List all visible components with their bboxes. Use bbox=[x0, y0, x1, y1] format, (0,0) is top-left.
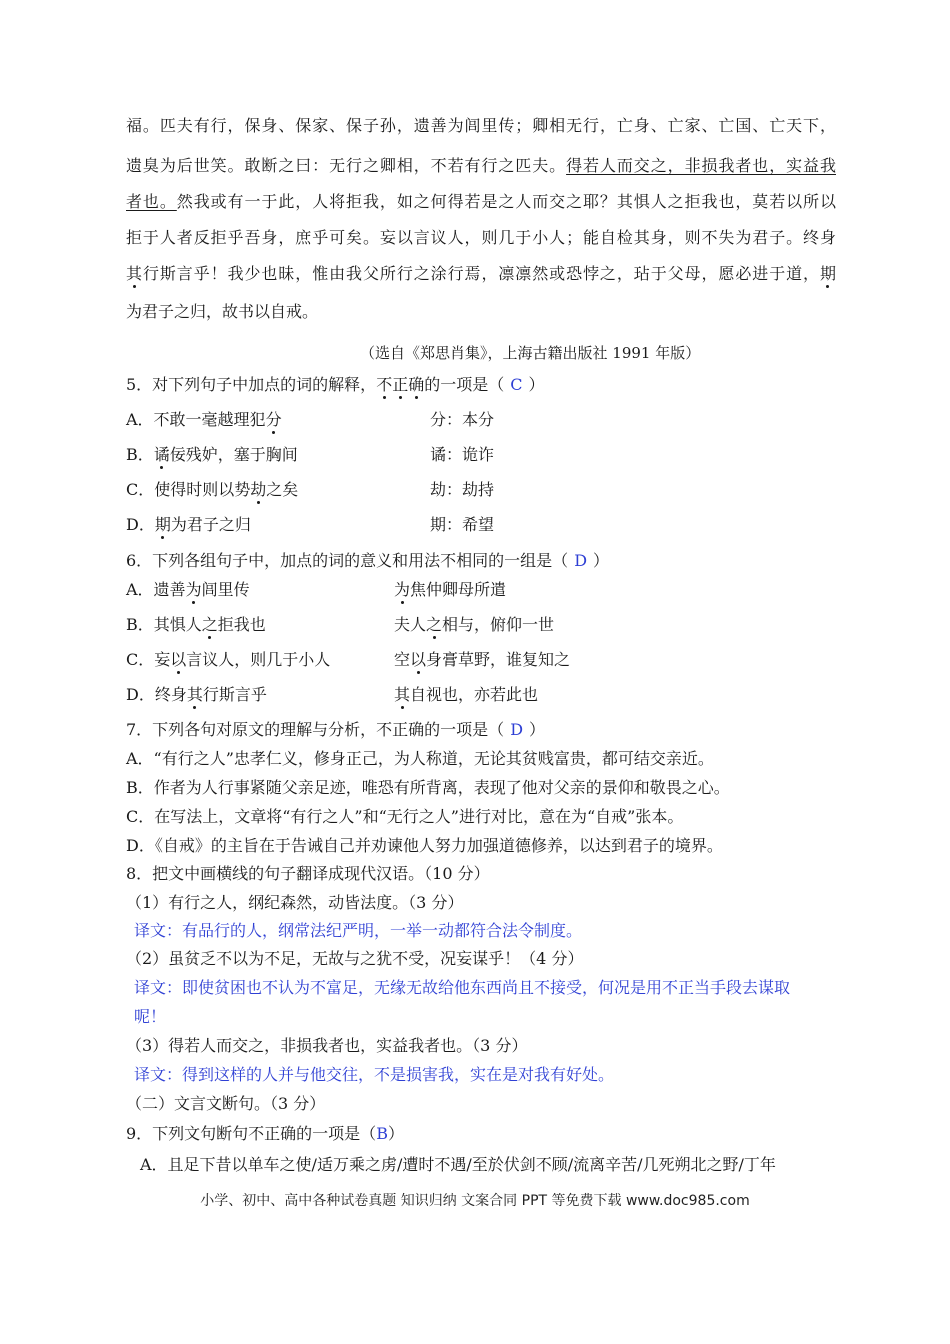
option-text: 相与，俯仰一世 bbox=[442, 615, 555, 634]
passage-line-2 bbox=[126, 150, 836, 182]
q5-stem-end: ） bbox=[528, 375, 545, 394]
q7-option-b: B．作者为人行事紧随父亲足迹，唯恐有所背离，表现了他对父亲的景仰和敬畏之心。 bbox=[126, 778, 730, 797]
dotted-char: 期 bbox=[819, 264, 836, 283]
dotted-char: 分 bbox=[265, 410, 282, 429]
option-text: 行斯言乎 bbox=[202, 685, 267, 704]
dotted-char: 为 bbox=[185, 580, 202, 599]
passage-text: 然我或有一于此，人将拒我，如之何得若是之人而交之耶？其惧人之拒我也，莫若以所以 bbox=[176, 192, 836, 211]
option-text: 言议人，则几于小人 bbox=[186, 650, 331, 669]
passage-line-3 bbox=[126, 186, 836, 218]
option-text: 佞残妒，塞于胸间 bbox=[169, 445, 298, 464]
option-gloss: 谲：诡诈 bbox=[430, 445, 495, 464]
q7-option-d: D．《自戒》的主旨在于告诫自己并劝谏他人努力加强道德修养，以达到君子的境界。 bbox=[126, 836, 723, 855]
q6-option-c-right bbox=[394, 647, 570, 670]
q8-translation-2-cont: 呢！ bbox=[134, 1007, 167, 1026]
dotted-char: 谲 bbox=[153, 445, 170, 464]
passage-line-1: 福。匹夫有行，保身、保家、保子孙，遗善为闾里传；卿相无行，亡身、亡家、亡国、亡天下， bbox=[126, 116, 836, 135]
dotted-char: 以 bbox=[170, 650, 187, 669]
option-text: 空 bbox=[394, 650, 411, 669]
q8-stem: 8．把文中画横线的句子翻译成现代汉语。（10 分） bbox=[126, 864, 490, 883]
underlined-sentence: 得若人而交之，非损我者也，实益我 bbox=[566, 156, 836, 175]
option-text: 为君子之归 bbox=[170, 515, 251, 534]
q6-stem-text: 6．下列各组句子中，加点的词的意义和用法不相同的一组是（ bbox=[126, 551, 569, 570]
q5-stem-text: 5．对下列句子中加点的词的解释， bbox=[126, 375, 377, 394]
option-text: 自视也，亦若此也 bbox=[410, 685, 539, 704]
q5-option-a bbox=[126, 407, 836, 430]
q5-option-c bbox=[126, 477, 836, 500]
q8-translation-2: 译文：即使贫困也不认为不富足，无缘无故给他东西尚且不接受，何况是用不正当手段去谋取 bbox=[134, 978, 791, 997]
option-text: 闾里传 bbox=[201, 580, 250, 599]
q5-option-b bbox=[126, 442, 836, 465]
dotted-char: 之 bbox=[426, 615, 443, 634]
passage-text: 行斯言乎！我少也昧，惟由我父所行之涂行焉，凛凛然或恐悖之，玷于父母，愿必进于道， bbox=[142, 264, 820, 283]
option-text: A．遗善 bbox=[126, 580, 186, 599]
q6-option-c bbox=[126, 647, 836, 670]
dotted-char: 正 bbox=[392, 375, 409, 394]
option-gloss: 分：本分 bbox=[430, 410, 495, 429]
q8-sentence-2: （2）虽贫乏不以为不足，无故与之犹不受，况妄谋乎！（4 分） bbox=[126, 949, 584, 968]
q6-option-a-right bbox=[394, 577, 506, 600]
q6-stem bbox=[126, 548, 609, 571]
q6-answer: D bbox=[574, 551, 588, 570]
option-text: B． bbox=[126, 445, 154, 464]
q7-stem bbox=[126, 717, 545, 740]
dotted-char: 不 bbox=[376, 375, 393, 394]
option-text: D．终身 bbox=[126, 685, 187, 704]
q7-option-c: C．在写法上，文章将“有行之人”和“无行之人”进行对比，意在为“自戒”张本。 bbox=[126, 807, 684, 826]
q9-option-a: A．且足下昔以单车之使/适万乘之虏/遭时不遇/至於伏剑不顾/流离辛苦/几死朔北之野/丁年 bbox=[140, 1155, 776, 1174]
q9-answer: B bbox=[376, 1124, 388, 1143]
q7-option-a: A．“有行之人”忠孝仁义，修身正己，为人称道，无论其贫贱富贵，都可结交亲近。 bbox=[126, 749, 714, 768]
q9-stem-end: ） bbox=[387, 1124, 404, 1143]
dotted-char: 确 bbox=[408, 375, 425, 394]
option-gloss: 劫：劫持 bbox=[430, 480, 495, 499]
option-text: B．其惧人 bbox=[126, 615, 202, 634]
passage-line-4: 拒于人者反拒乎吾身，庶乎可矣。妄以言议人，则几于小人；能自检其身，则不失为君子。终身 bbox=[126, 228, 836, 247]
passage-line-5 bbox=[126, 258, 836, 290]
passage-text: 遗臭为后世笑。敢断之曰：无行之卿相，不若有行之匹夫。 bbox=[126, 156, 567, 175]
q8-sentence-1: （1）有行之人，纲纪森然，动皆法度。（3 分） bbox=[126, 893, 464, 912]
q6-option-b bbox=[126, 612, 836, 635]
q9-stem-text: 9．下列文句断句不正确的一项是（ bbox=[126, 1124, 377, 1143]
q5-stem-text: 的一项是（ bbox=[424, 375, 505, 394]
underlined-sentence-end: 者也。 bbox=[126, 192, 177, 211]
option-text: 夫人 bbox=[394, 615, 427, 634]
q7-stem-text: 7．下列各句对原文的理解与分析，不正确的一项是（ bbox=[126, 720, 505, 739]
option-text: D． bbox=[126, 515, 155, 534]
q6-stem-end: ） bbox=[593, 551, 610, 570]
option-text: 焦仲卿母所遣 bbox=[410, 580, 507, 599]
q8-sentence-3: （3）得若人而交之，非损我者也，实益我者也。（3 分） bbox=[126, 1036, 528, 1055]
option-text: C．妄 bbox=[126, 650, 171, 669]
passage-line-6: 为君子之归，故书以自戒。 bbox=[126, 302, 319, 321]
q6-option-a bbox=[126, 577, 836, 600]
q6-option-d-right bbox=[394, 682, 538, 705]
q7-answer: D bbox=[510, 720, 524, 739]
q6-option-d bbox=[126, 682, 836, 705]
q6-option-b-right bbox=[394, 612, 554, 635]
q5-answer: C bbox=[510, 375, 523, 394]
q7-stem-end: ） bbox=[529, 720, 546, 739]
q9-stem bbox=[126, 1121, 404, 1144]
q5-stem bbox=[126, 372, 545, 395]
option-text: 之矣 bbox=[266, 480, 299, 499]
dotted-char: 其 bbox=[394, 685, 411, 704]
page-footer: 小学、初中、高中各种试卷真题 知识归纳 文案合同 PPT 等免费下载 www.doc985.com bbox=[200, 1193, 750, 1209]
q5-dotted-words bbox=[376, 375, 424, 394]
q8-translation-3: 译文：得到这样的人并与他交往，不是损害我，实在是对我有好处。 bbox=[134, 1065, 615, 1084]
section-heading: （二）文言文断句。（3 分） bbox=[126, 1094, 326, 1113]
dotted-char: 其 bbox=[186, 685, 203, 704]
dotted-char: 为 bbox=[394, 580, 411, 599]
q5-option-d bbox=[126, 512, 836, 535]
option-text: 拒我也 bbox=[217, 615, 266, 634]
option-text: C．使得时则以势 bbox=[126, 480, 251, 499]
dotted-char: 期 bbox=[154, 515, 171, 534]
dotted-char: 其 bbox=[126, 264, 143, 283]
dotted-char: 劫 bbox=[250, 480, 267, 499]
option-gloss: 期：希望 bbox=[430, 515, 495, 534]
q8-translation-1: 译文：有品行的人，纲常法纪严明，一举一动都符合法令制度。 bbox=[134, 921, 583, 940]
dotted-char: 以 bbox=[410, 650, 427, 669]
option-text: A．不敢一毫越理犯 bbox=[126, 410, 266, 429]
passage-source: （选自《郑思肖集》，上海古籍出版社 1991 年版） bbox=[360, 344, 701, 362]
option-text: 身膏草野，谁复知之 bbox=[426, 650, 571, 669]
dotted-char: 之 bbox=[201, 615, 218, 634]
